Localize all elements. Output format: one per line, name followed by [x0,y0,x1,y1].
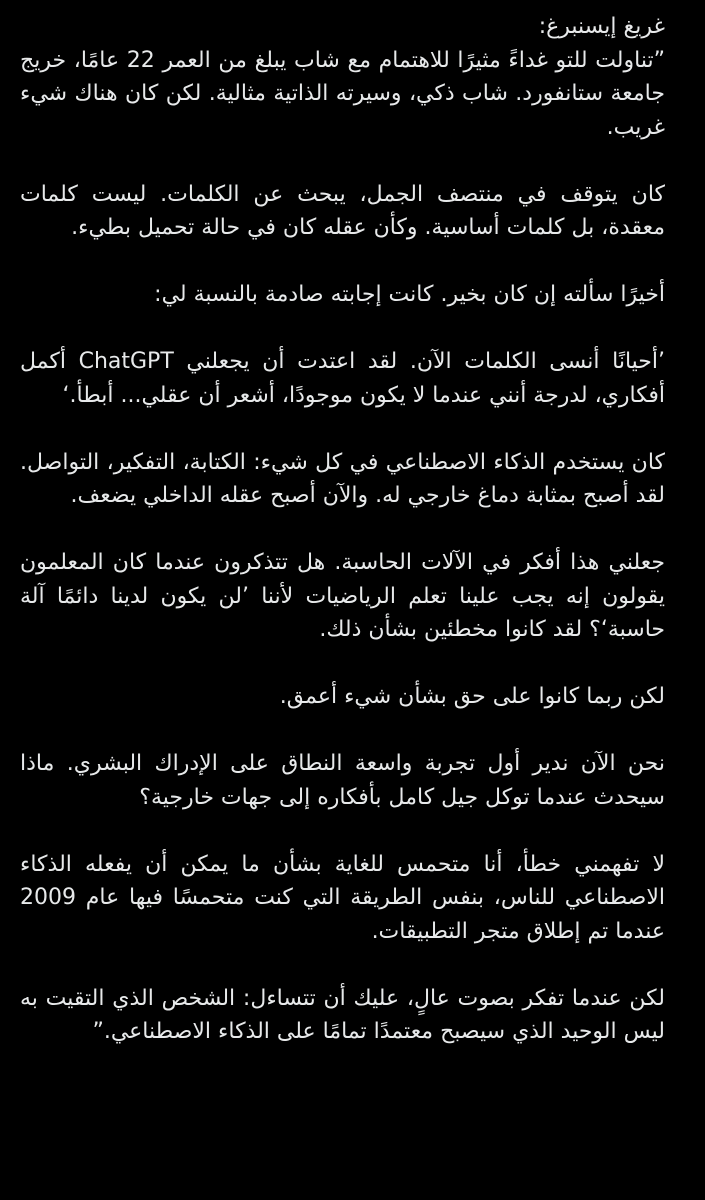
paragraph-2: كان يتوقف في منتصف الجمل، يبحث عن الكلمات. ليست كلمات معقدة، بل كلمات أساسية. وكأن عقله كان في حالة تحميل بطيء. [20,181,665,240]
paragraph-5: كان يستخدم الذكاء الاصطناعي في كل شيء: الكتابة، التفكير، التواصل. لقد أصبح بمثابة دماغ خارجي له. والآن أصبح عقله الداخلي يضعف. [20,449,665,508]
paragraph-3: أخيرًا سألته إن كان بخير. كانت إجابته صادمة بالنسبة لي: [154,282,665,307]
paragraph-6: جعلني هذا أفكر في الآلات الحاسبة. هل تتذكرون عندما كان المعلمون يقولون إنه يجب علينا تعلم الرياضيات لأننا ’لن يكون لدينا دائمًا آلة حاسبة‘؟ لقد كانوا مخطئين بشأن ذلك. [20,550,665,642]
author-line: غريغ إيسنبرغ: [538,14,665,39]
paragraph-9: لا تفهمني خطأ، أنا متحمس للغاية بشأن ما يمكن أن يفعله الذكاء الاصطناعي للناس، بنفس الطريقة التي كنت متحمسًا فيها عام 2009 عندما تم إطلاق متجر التطبيقات. [20,851,665,944]
paragraph-7: لكن ربما كانوا على حق بشأن شيء أعمق. [279,684,665,709]
paragraph-8: نحن الآن ندير أول تجربة واسعة النطاق على الإدراك البشري. ماذا سيحدث عندما توكل جيل كامل بأفكاره إلى جهات خارجية؟ [20,751,665,810]
paragraph-1: ”تناولت للتو غداءً مثيرًا للاهتمام مع شاب يبلغ من العمر 22 عامًا، خريج جامعة ستانفورد. شاب ذكي، وسيرته الذاتية مثالية. لكن كان هناك شيء غريب. [20,47,665,140]
paragraph-10: لكن عندما تفكر بصوت عالٍ، عليك أن تتساءل: الشخص الذي التقيت به ليس الوحيد الذي سيصبح معتمدًا تمامًا على الذكاء الاصطناعي.” [20,985,665,1044]
paragraph-4: ’أحيانًا أنسى الكلمات الآن. لقد اعتدت أن يجعلني ChatGPT أكمل أفكاري، لدرجة أنني عندما لا يكون موجودًا، أشعر أن عقلي... أبطأ.‘ [20,349,665,408]
